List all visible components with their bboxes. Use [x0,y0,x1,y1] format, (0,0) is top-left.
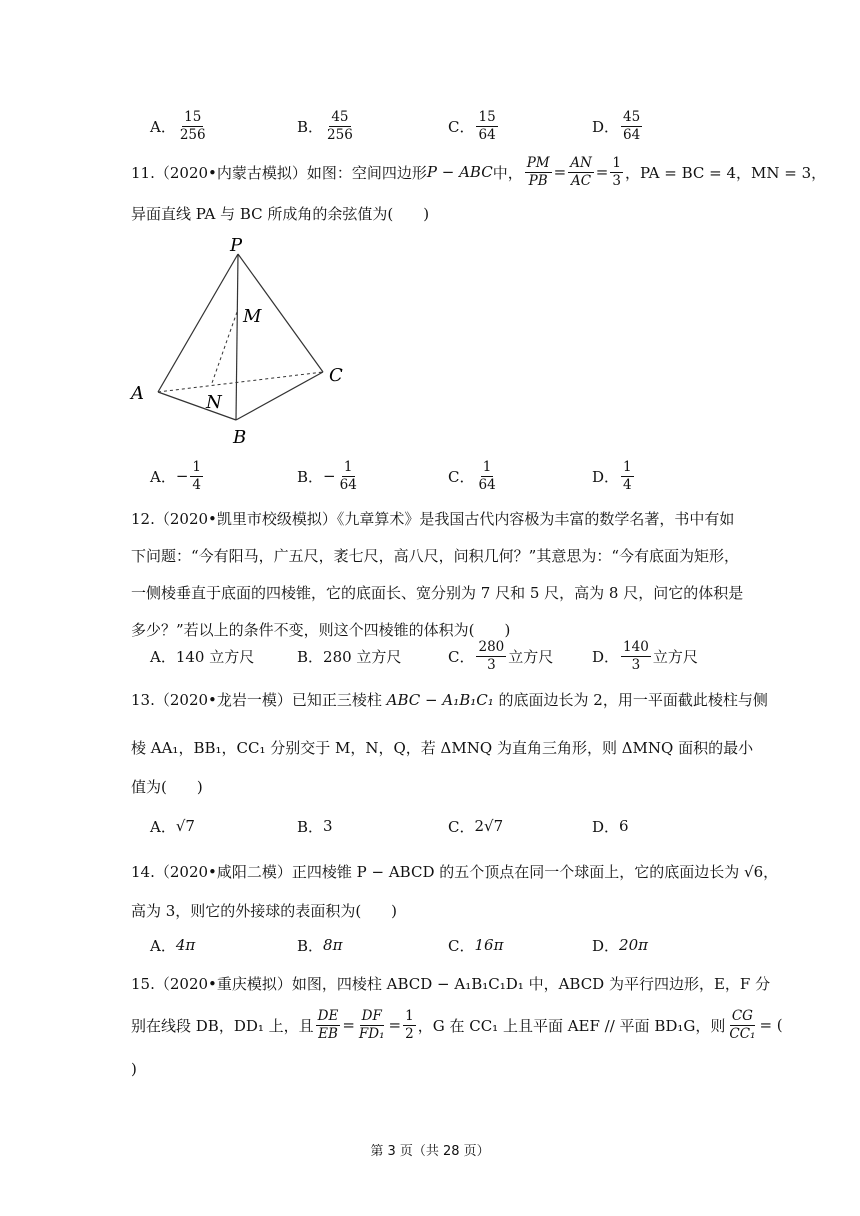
q12-options [150,636,770,676]
q13-stem-line3: 值为( ) [131,778,203,796]
edge-ac-hidden [158,372,323,392]
label-m: M [243,306,262,327]
fraction: $\frac{15}{64}$ [478,109,496,143]
fraction: $\frac{DE}{EB}$ [317,1008,339,1042]
q14-stem-line1: 14.（2020•咸阳二模）正四棱锥 P − ABCD 的五个顶点在同一个球面上，它的底面边长为 √6， [131,863,779,881]
q13-options [150,806,770,846]
q13-option-a: A． √7 [150,817,195,836]
q11-option-c: C． $\frac{1}{64}$ [448,459,496,493]
q12-stem-line3: 一侧棱垂直于底面的四棱锥，它的底面长、宽分别为 7 尺和 5 尺，高为 8 尺，问它的体积是 [131,584,744,602]
q13-stem-line1: 13.（2020•龙岩一模）已知正三棱柱 ABC − A₁B₁C₁ 的底面边长为 2，用一平面截此棱柱与侧 [131,691,768,709]
segment-mn [212,312,237,383]
q15-stem-line2: 别在线段 DB，DD₁ 上，且 $\frac{DE}{EB}$ = $\frac{DF}{\text{FD₁}}$ = $\frac{1}{2}$ ，G 在 CC₁ 上且平面 AEF // 平面 BD₁G，则 $\frac{CG}{\text{CC₁}}$ = ( [131,1008,783,1042]
q11-option-b: B． − $\frac{1}{64}$ [297,459,357,493]
tetrahedron-figure [125,232,365,447]
q12-option-c: C． $\frac{280}{3}$ 立方尺 [448,639,554,673]
fraction: $\frac{1}{64}$ [478,459,496,493]
q10-option-c: C． $\frac{15}{64}$ [448,109,496,143]
fraction: $\frac{280}{3}$ [478,639,505,673]
fraction: $\frac{DF}{\text{FD₁}}$ [358,1008,385,1042]
q14-option-c: C． 16π [448,936,504,955]
q14-option-a: A． 4π [150,936,196,955]
fraction: $\frac{1}{3}$ [612,155,621,189]
fraction: $\frac{1}{4}$ [192,459,202,493]
q11-stem-line1: 11.（2020•内蒙古模拟）如图：空间四边形 P − ABC 中， $\frac{PM}{PB}$ = $\frac{AN}{AC}$ = $\frac{1}{3}$ ，PA = BC = 4，MN = 3， [131,155,827,189]
label-n: N [206,392,222,413]
label-p: P [230,235,243,256]
edge-ab [158,392,236,420]
q10-option-d: D． $\frac{45}{64}$ [592,109,641,143]
edge-pa [158,254,238,392]
q14-stem-line2: 高为 3，则它的外接球的表面积为( ) [131,902,398,920]
q15-stem-line1: 15.（2020•重庆模拟）如图，四棱柱 ABCD − A₁B₁C₁D₁ 中，ABCD 为平行四边形，E，F 分 [131,975,771,993]
q11-stem-line2: 异面直线 PA 与 BC 所成角的余弦值为( ) [131,205,430,223]
fraction: $\frac{45}{64}$ [623,109,641,143]
label-a: A [131,383,144,404]
q12-option-d: D． $\frac{140}{3}$ 立方尺 [592,639,698,673]
q14-options [150,925,770,965]
edge-bc [236,372,323,420]
q12-stem-line2: 下问题：“今有阳马，广五尺，袤七尺，高八尺，问积几何？”其意思为：“今有底面为矩形， [131,547,740,565]
q13-option-b: B． 3 [297,817,333,836]
fraction: $\frac{CG}{\text{CC₁}}$ [729,1008,756,1042]
page-footer: 第 3 页（共 28 页） [370,1144,490,1159]
q14-option-d: D． 20π [592,936,648,955]
q12-stem-line4: 多少？”若以上的条件不变，则这个四棱锥的体积为( ) [131,621,511,639]
fraction: $\frac{45}{256}$ [327,109,353,143]
q13-option-d: D． 6 [592,817,629,836]
q12-stem-line1: 12.（2020•凯里市校级模拟）《九章算术》是我国古代内容极为丰富的数学名著，书中有如 [131,510,735,528]
label-b: B [233,427,247,447]
q14-option-b: B． 8π [297,936,343,955]
q10-option-a: A． $\frac{15}{256}$ [150,109,206,143]
q13-option-c: C． 2√7 [448,817,504,836]
q10-options [150,106,770,146]
q10-option-b: B． $\frac{45}{256}$ [297,109,353,143]
fraction: $\frac{1}{4}$ [623,459,632,493]
fraction: $\frac{AN}{AC}$ [570,155,592,189]
fraction: $\frac{15}{256}$ [179,109,206,143]
fraction: $\frac{1}{64}$ [339,459,357,493]
q12-option-a: A． 140 立方尺 [150,647,255,666]
fraction: $\frac{PM}{PB}$ [526,155,550,189]
fraction: $\frac{1}{2}$ [405,1008,414,1042]
q13-stem-line2: 棱 AA₁，BB₁，CC₁ 分别交于 M，N，Q，若 ΔMNQ 为直角三角形，则 ΔMNQ 面积的最小 [131,739,754,757]
q11-options [150,456,770,496]
label-c: C [329,365,343,386]
q11-option-a: A． − $\frac{1}{4}$ [150,459,202,493]
edge-pb [236,254,238,420]
q11-option-d: D． $\frac{1}{4}$ [592,459,632,493]
q15-stem-line3: ) [131,1060,137,1078]
q12-option-b: B． 280 立方尺 [297,647,402,666]
fraction: $\frac{140}{3}$ [623,639,649,673]
